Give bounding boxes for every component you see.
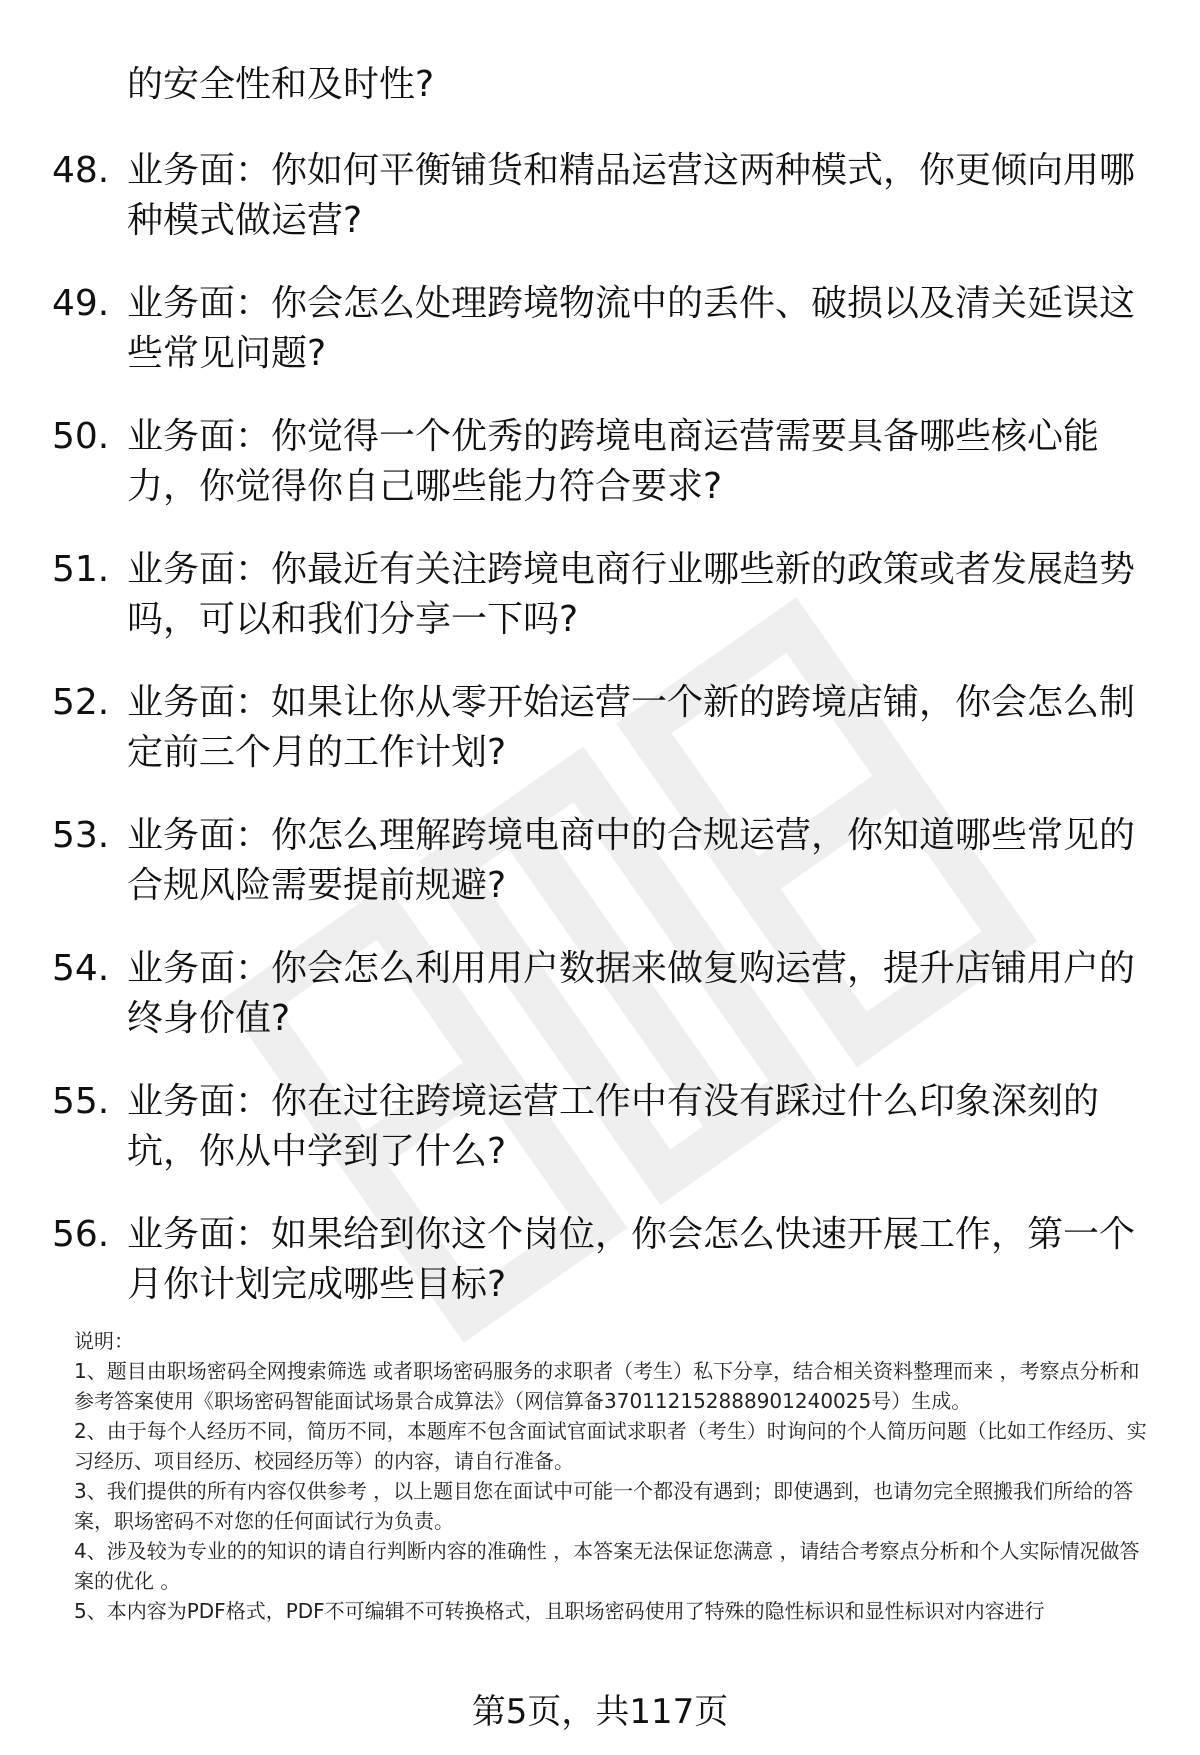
question-number: 53. — [52, 815, 110, 856]
question-text: 业务面：你觉得一个优秀的跨境电商运营需要具备哪些核心能力，你觉得你自己哪些能力符合要求? — [127, 416, 1100, 507]
question-item — [0, 811, 1200, 944]
question-text: 业务面：你怎么理解跨境电商中的合规运营，你知道哪些常见的合规风险需要提前规避? — [127, 815, 1136, 906]
note-item: 1、题目由职场密码全网搜索筛选 或者职场密码服务的求职者（考生）私下分享，结合相关资料整理而来 ，考察点分析和参考答案使用《职场密码智能面试场景合成算法》（网信算备370112152888901240025号）生成。 — [74, 1359, 1140, 1413]
question-text: 业务面：你如何平衡铺货和精品运营这两种模式，你更倾向用哪种模式做运营? — [127, 150, 1136, 241]
question-number: 48. — [52, 150, 110, 191]
page-footer: 第5页，共117页 — [471, 1692, 729, 1732]
question-number: 51. — [52, 549, 110, 590]
question-item — [0, 412, 1200, 545]
question-number: 54. — [52, 948, 110, 989]
question-text: 业务面：你在过往跨境运营工作中有没有踩过什么印象深刻的坑，你从中学到了什么? — [127, 1081, 1100, 1172]
question-list — [0, 146, 1200, 1343]
note-item: 4、涉及较为专业的的知识的请自行判断内容的准确性 ，本答案无法保证您满意 ，请结合考察点分析和个人实际情况做答案的优化 。 — [74, 1539, 1140, 1593]
question-text: 业务面：如果让你从零开始运营一个新的跨境店铺，你会怎么制定前三个月的工作计划? — [127, 682, 1136, 773]
question-text: 业务面：你最近有关注跨境电商行业哪些新的政策或者发展趋势吗，可以和我们分享一下吗? — [127, 549, 1136, 640]
question-number: 55. — [52, 1081, 110, 1122]
question-item — [0, 1077, 1200, 1210]
question-item — [0, 146, 1200, 279]
question-item — [0, 1210, 1200, 1343]
continuation-text: 的安全性和及时性? — [127, 64, 435, 105]
question-number: 50. — [52, 416, 110, 457]
note-item: 2、由于每个人经历不同，简历不同，本题库不包含面试官面试求职者（考生）时询问的个人简历问题（比如工作经历、实习经历、项目经历、校园经历等）的内容，请自行准备。 — [74, 1419, 1147, 1473]
question-item — [0, 678, 1200, 811]
note-item: 5、本内容为PDF格式，PDF不可编辑不可转换格式，且职场密码使用了特殊的隐性标识和显性标识对内容进行 — [74, 1599, 1045, 1623]
question-number: 49. — [52, 283, 110, 324]
question-text: 业务面：你会怎么利用用户数据来做复购运营，提升店铺用户的终身价值? — [127, 948, 1136, 1039]
question-text: 业务面：如果给到你这个岗位，你会怎么快速开展工作，第一个月你计划完成哪些目标? — [127, 1214, 1136, 1305]
question-number: 56. — [52, 1214, 110, 1255]
question-item — [0, 545, 1200, 678]
note-item: 3、我们提供的所有内容仅供参考 ，以上题目您在面试中可能一个都没有遇到；即使遇到，也请勿完全照搬我们所给的答案，职场密码不对您的任何面试行为负责。 — [74, 1479, 1134, 1533]
question-item — [0, 279, 1200, 412]
question-number: 52. — [52, 682, 110, 723]
notes-heading: 说明： — [74, 1329, 134, 1353]
notes-section — [74, 1326, 1154, 1626]
question-text: 业务面：你会怎么处理跨境物流中的丢件、破损以及清关延误这些常见问题? — [127, 283, 1136, 374]
question-item — [0, 944, 1200, 1077]
